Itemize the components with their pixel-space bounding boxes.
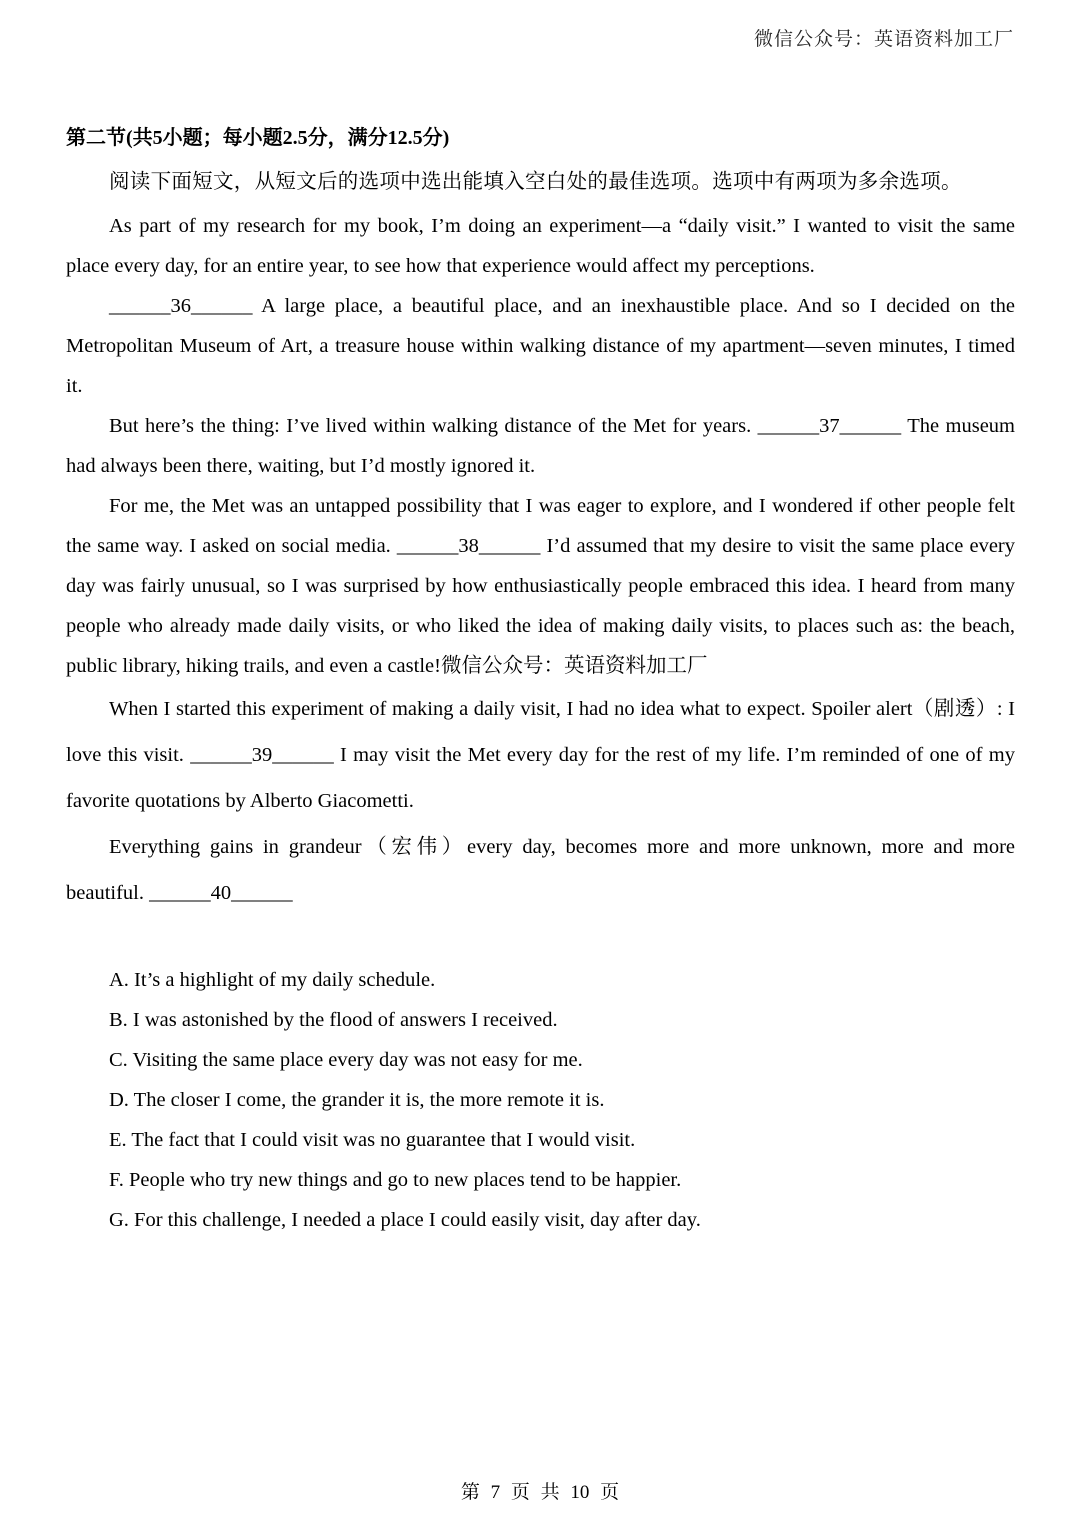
blank-38: ______38______ bbox=[396, 535, 541, 557]
header-watermark: 微信公众号：英语资料加工厂 bbox=[753, 29, 1014, 50]
passage-paragraph-2 bbox=[66, 286, 1015, 406]
passage-paragraph-5 bbox=[66, 686, 1015, 824]
option-d: D. The closer I come, the grander it is, the more remote it is. bbox=[109, 1089, 605, 1111]
option-e: E. The fact that I could visit was no guarantee that I would visit. bbox=[109, 1129, 636, 1151]
paragraph-6-text: Everything gains in grandeur（宏伟）every day, becomes more and more unknown, more and more beautiful. bbox=[66, 836, 1015, 904]
blank-39: ______39______ bbox=[190, 744, 334, 766]
option-b: B. I was astonished by the flood of answers I received. bbox=[109, 1009, 558, 1031]
paragraph-5-text-after: I may visit the Met every day for the rest of my life. I’m reminded of one of my favorite quotations by Alberto Giacometti. bbox=[66, 744, 1015, 812]
option-a: A. It’s a highlight of my daily schedule. bbox=[109, 969, 436, 991]
paragraph-2-text: A large place, a beautiful place, and an inexhaustible place. And so I decided on the Metropolitan Museum of Art, a treasure house within walking distance of my apartment—seven minutes, I timed it. bbox=[66, 295, 1015, 397]
paragraph-3-text-after: The museum had always been there, waiting, but I’d mostly ignored it. bbox=[66, 415, 1016, 477]
option-c: C. Visiting the same place every day was not easy for me. bbox=[109, 1049, 583, 1071]
passage-paragraph-1: As part of my research for my book, I’m doing an experiment—a “daily visit.” I wanted to visit the same place every day, for an entire year, to see how that experience would affect my perceptions. bbox=[66, 215, 1015, 277]
passage-paragraph-3 bbox=[66, 406, 1015, 486]
paragraph-4-text-after: I’d assumed that my desire to visit the same place every day was fairly unusual, so I was surprised by how enthusiastically people embraced this idea. I heard from many people who already made daily visits, or who liked the idea of making daily visits, to places such as: the beach, public library, hiking trails, and even a castle! bbox=[66, 535, 1015, 677]
page-number-footer: 第 7 页 共 10 页 bbox=[460, 1482, 620, 1503]
document-body bbox=[66, 122, 1015, 1240]
blank-40: ______40______ bbox=[149, 882, 293, 904]
passage-paragraph-4 bbox=[66, 486, 1015, 686]
blank-37: ______37______ bbox=[757, 415, 902, 437]
section-title: 第二节(共5小题；每小题2.5分，满分12.5分) bbox=[66, 127, 450, 149]
option-f: F. People who try new things and go to new places tend to be happier. bbox=[109, 1169, 682, 1191]
paragraph-5-text-before: When I started this experiment of making a daily visit, I had no idea what to expect. Spoiler alert（剧透）: I love this visit. bbox=[66, 698, 1015, 766]
paragraph-3-text-before: But here’s the thing: I’ve lived within walking distance of the Met for years. bbox=[109, 415, 758, 437]
answer-options-list bbox=[66, 960, 1015, 1240]
inline-watermark: 微信公众号：英语资料加工厂 bbox=[440, 655, 708, 677]
option-g: G. For this challenge, I needed a place I could easily visit, day after day. bbox=[109, 1209, 701, 1231]
instruction-text: 阅读下面短文，从短文后的选项中选出能填入空白处的最佳选项。选项中有两项为多余选项。 bbox=[109, 171, 962, 193]
passage-paragraph-6 bbox=[66, 824, 1015, 916]
paragraph-4-text-before: For me, the Met was an untapped possibility that I was eager to explore, and I wondered if other people felt the same way. I asked on social media. bbox=[66, 495, 1015, 557]
blank-36: ______36______ bbox=[109, 295, 253, 317]
